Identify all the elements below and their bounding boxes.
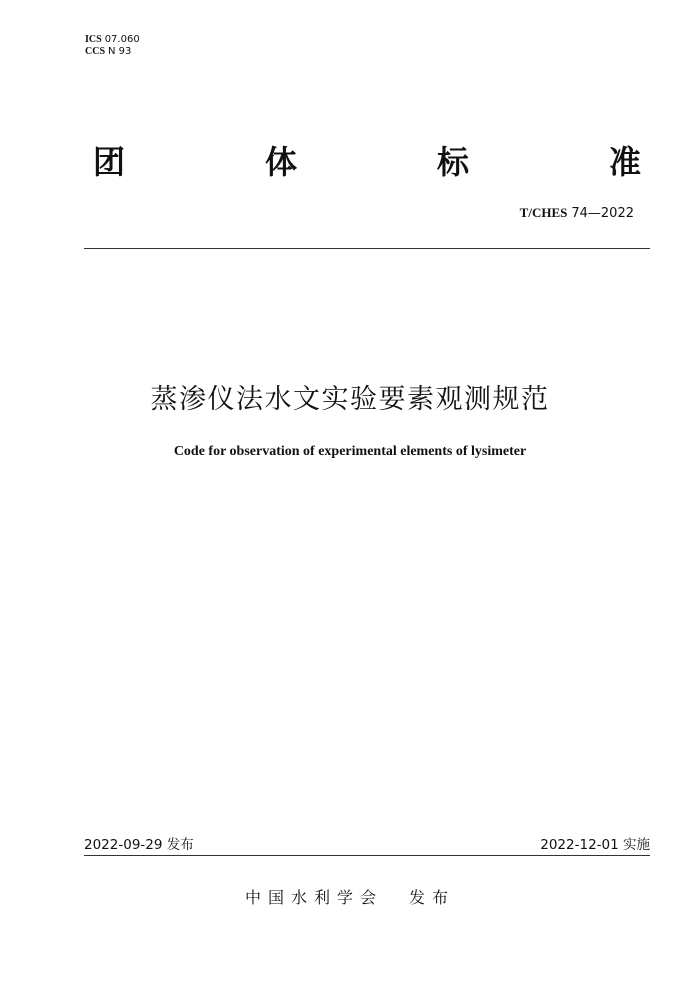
standard-number bbox=[520, 205, 634, 221]
classification-codes bbox=[85, 34, 140, 58]
header-divider bbox=[84, 248, 650, 249]
document-title-english: Code for observation of experimental elements of lysimeter bbox=[173, 444, 527, 459]
ccs-value: N 93 bbox=[108, 46, 132, 57]
publisher-organization: 中国水利学会 bbox=[244, 888, 383, 907]
standard-type-char: 体 bbox=[264, 143, 297, 181]
standard-number-prefix: T/CHES bbox=[519, 205, 568, 220]
standard-type-char: 标 bbox=[436, 143, 469, 181]
ics-value: 07.060 bbox=[104, 34, 140, 45]
standard-type-char: 准 bbox=[608, 143, 641, 181]
ics-label: ICS bbox=[85, 34, 102, 45]
ics-code bbox=[85, 34, 140, 46]
footer-divider bbox=[84, 855, 650, 856]
implementation-date: 2022-12-01 实施 bbox=[540, 837, 650, 853]
ccs-code bbox=[85, 46, 140, 58]
standard-number-value: 74—2022 bbox=[571, 206, 634, 221]
standard-type-heading bbox=[93, 142, 641, 182]
publisher-action: 发布 bbox=[409, 888, 456, 907]
publisher-line bbox=[0, 885, 700, 908]
document-title-chinese: 蒸渗仪法水文实验要素观测规范 bbox=[150, 384, 550, 415]
ccs-label: CCS bbox=[85, 46, 106, 57]
standard-type-char: 团 bbox=[93, 143, 126, 181]
issue-date: 2022-09-29 发布 bbox=[84, 837, 194, 853]
